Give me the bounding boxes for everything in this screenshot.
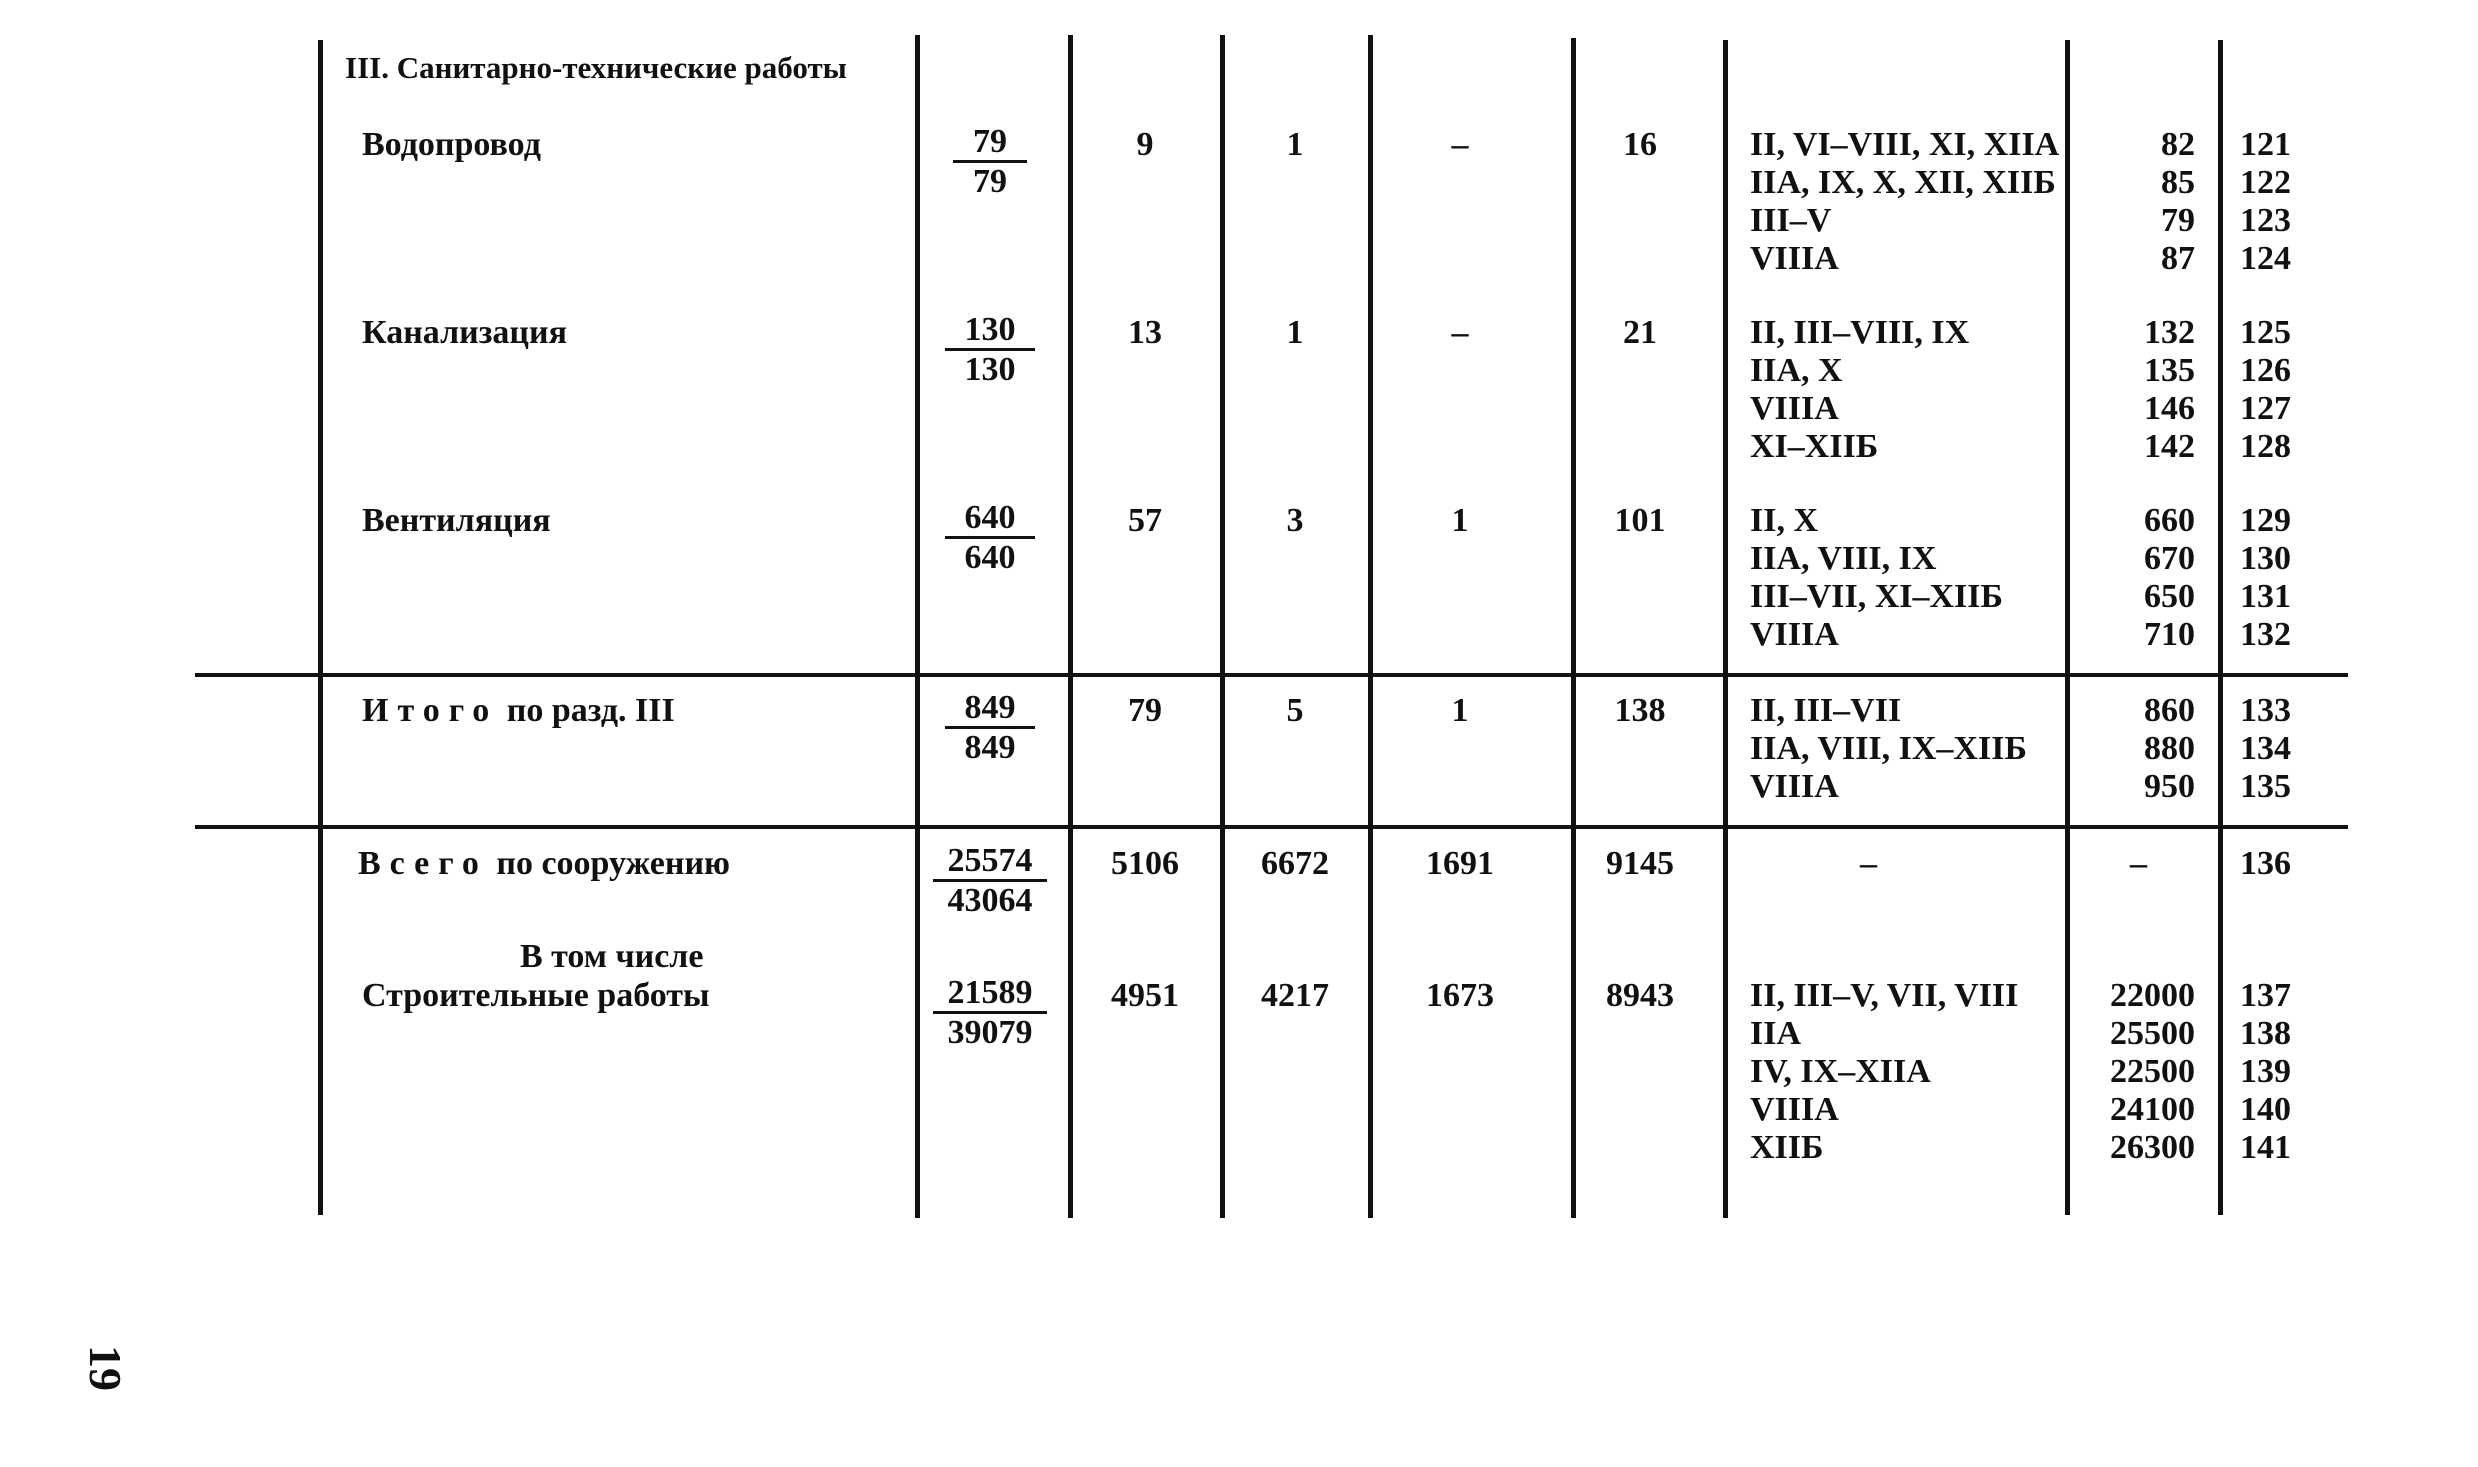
cell-values <box>2075 692 2195 806</box>
region-line: IV, IX–XIIA <box>1750 1053 1931 1090</box>
row-name-sewerage: Канализация <box>362 314 567 351</box>
cell-values <box>2075 126 2195 278</box>
region-line: VIIIA <box>1750 1091 1839 1128</box>
column-rule-3 <box>1068 35 1073 1218</box>
number-line: 132 <box>2240 616 2291 653</box>
fraction-denominator: 43064 <box>947 882 1033 919</box>
region-line: II, III–VII <box>1750 692 1902 729</box>
region-line: II, III–V, VII, VIII <box>1750 977 2019 1014</box>
cell-c5: 9145 <box>1606 845 1674 882</box>
cell-values <box>2075 977 2195 1167</box>
cell-c2: 5106 <box>1111 845 1179 882</box>
region-line: III–V <box>1750 202 1832 239</box>
cell-regions <box>1750 977 2080 1167</box>
cell-c5: 16 <box>1623 126 1657 163</box>
column-rule-4 <box>1220 35 1225 1218</box>
cell-c4: 1 <box>1451 692 1469 729</box>
row-name-construction: Строительные работы <box>362 977 710 1014</box>
cell-numbers <box>2240 502 2330 654</box>
cell-numbers <box>2240 977 2330 1167</box>
number-line: 125 <box>2240 314 2291 351</box>
value-line: 660 <box>2144 502 2195 539</box>
fraction-denominator: 849 <box>964 729 1016 766</box>
fraction-numerator: 79 <box>953 124 1027 163</box>
value-line: 85 <box>2161 164 2195 201</box>
cell-c3: 1 <box>1286 126 1304 163</box>
number-line: 121 <box>2240 126 2291 163</box>
cell-c2: 57 <box>1128 502 1162 539</box>
column-rule-6 <box>1571 38 1576 1218</box>
region-line: IIA, VIII, IX–XIIБ <box>1750 730 2027 767</box>
cell-c2: 79 <box>1128 692 1162 729</box>
region-line: III–VII, XI–XIIБ <box>1750 578 2003 615</box>
subtotal-label <box>362 692 675 730</box>
fraction-denominator: 130 <box>964 351 1016 388</box>
cell-number: 136 <box>2240 845 2291 882</box>
row-fraction-sewerage <box>925 312 1055 389</box>
region-line: IIA, IX, X, XII, XIIБ <box>1750 164 2056 201</box>
region-line: VIIIA <box>1750 390 1839 427</box>
value-line: 950 <box>2144 768 2195 805</box>
value-line: 135 <box>2144 352 2195 389</box>
number-line: 130 <box>2240 540 2291 577</box>
region-line: VIIIA <box>1750 240 1839 277</box>
column-rule-2 <box>915 35 920 1218</box>
cell-c2: 9 <box>1136 126 1154 163</box>
region-line: II, X <box>1750 502 1819 539</box>
number-line: 141 <box>2240 1129 2291 1166</box>
cell-regions <box>1750 502 2080 654</box>
number-line: 140 <box>2240 1091 2291 1128</box>
value-line: 24100 <box>2110 1091 2195 1128</box>
value-line: 670 <box>2144 540 2195 577</box>
cell-c2: 13 <box>1128 314 1162 351</box>
cell-c5: 138 <box>1614 692 1666 729</box>
section-divider-1 <box>195 673 2348 677</box>
cell-numbers <box>2240 314 2330 466</box>
total-label-spaced: Всего <box>358 845 488 882</box>
value-line: 25500 <box>2110 1015 2195 1052</box>
number-line: 135 <box>2240 768 2291 805</box>
column-rule-5 <box>1368 35 1373 1218</box>
region-line: II, VI–VIII, XI, XIIA <box>1750 126 2060 163</box>
cell-c4: 1 <box>1451 502 1469 539</box>
fraction-denominator: 79 <box>973 163 1007 200</box>
row-fraction-ventilation <box>925 500 1055 577</box>
cell-c3: 5 <box>1286 692 1304 729</box>
cell-values <box>2075 314 2195 466</box>
fraction-denominator: 640 <box>964 539 1016 576</box>
value-line: 87 <box>2161 240 2195 277</box>
number-line: 133 <box>2240 692 2291 729</box>
cell-c5: 21 <box>1623 314 1657 351</box>
value-line: 650 <box>2144 578 2195 615</box>
value-line: 22000 <box>2110 977 2195 1014</box>
column-rule-1 <box>318 40 323 1215</box>
number-line: 134 <box>2240 730 2291 767</box>
number-line: 128 <box>2240 428 2291 465</box>
section-title: III. Санитарно-технические работы <box>345 50 847 85</box>
number-line: 126 <box>2240 352 2291 389</box>
value-line: 22500 <box>2110 1053 2195 1090</box>
total-label-rest: по сооружению <box>496 845 731 882</box>
region-line: XI–XIIБ <box>1750 428 1879 465</box>
cell-c3: 3 <box>1286 502 1304 539</box>
cell-c4: – <box>1451 314 1469 351</box>
region-line: VIIIA <box>1750 768 1839 805</box>
value-line: 860 <box>2144 692 2195 729</box>
number-line: 124 <box>2240 240 2291 277</box>
cell-regions <box>1750 692 2080 806</box>
region-line: IIA <box>1750 1015 1802 1052</box>
cell-c4: 1691 <box>1426 845 1494 882</box>
subtotal-fraction <box>925 690 1055 767</box>
construction-fraction <box>925 975 1055 1052</box>
value-line: 880 <box>2144 730 2195 767</box>
number-line: 127 <box>2240 390 2291 427</box>
page-number: 19 <box>80 1345 131 1391</box>
cell-c3: 6672 <box>1261 845 1329 882</box>
subtotal-label-rest: по разд. III <box>506 692 675 729</box>
value-line: 79 <box>2161 202 2195 239</box>
fraction-denominator: 39079 <box>947 1014 1033 1051</box>
fraction-numerator: 640 <box>945 500 1035 539</box>
region-line: IIA, X <box>1750 352 1843 389</box>
column-rule-9 <box>2218 40 2223 1215</box>
cell-c5: 8943 <box>1606 977 1674 1014</box>
number-line: 139 <box>2240 1053 2291 1090</box>
cell-c3: 4217 <box>1261 977 1329 1014</box>
region-line: II, III–VIII, IX <box>1750 314 1970 351</box>
subtotal-label-spaced: Итого <box>362 692 499 729</box>
value-line: 82 <box>2161 126 2195 163</box>
number-line: 122 <box>2240 164 2291 201</box>
row-name-water-supply: Водопровод <box>362 126 541 163</box>
column-rule-7 <box>1723 40 1728 1218</box>
cell-regions <box>1750 314 2080 466</box>
cell-c4: 1673 <box>1426 977 1494 1014</box>
cell-numbers <box>2240 692 2330 806</box>
row-name-ventilation: Вентиляция <box>362 502 551 539</box>
cell-numbers <box>2240 126 2330 278</box>
value-line: 26300 <box>2110 1129 2195 1166</box>
fraction-numerator: 25574 <box>933 843 1047 882</box>
cell-region-dash: – <box>1860 845 1877 882</box>
value-line: 146 <box>2144 390 2195 427</box>
fraction-numerator: 849 <box>945 690 1035 729</box>
including-label: В том числе <box>520 938 704 975</box>
cell-regions <box>1750 126 2080 278</box>
number-line: 137 <box>2240 977 2291 1014</box>
number-line: 123 <box>2240 202 2291 239</box>
region-line: IIA, VIII, IX <box>1750 540 1937 577</box>
total-label <box>358 845 730 883</box>
cell-c4: – <box>1451 126 1469 163</box>
fraction-numerator: 21589 <box>933 975 1047 1014</box>
cell-c3: 1 <box>1286 314 1304 351</box>
cell-c5: 101 <box>1614 502 1666 539</box>
cell-values <box>2075 502 2195 654</box>
section-divider-2 <box>195 825 2348 829</box>
row-fraction-water-supply <box>925 124 1055 201</box>
number-line: 131 <box>2240 578 2291 615</box>
cell-c2: 4951 <box>1111 977 1179 1014</box>
number-line: 138 <box>2240 1015 2291 1052</box>
fraction-numerator: 130 <box>945 312 1035 351</box>
value-line: 710 <box>2144 616 2195 653</box>
number-line: 129 <box>2240 502 2291 539</box>
region-line: XIIБ <box>1750 1129 1824 1166</box>
value-line: 132 <box>2144 314 2195 351</box>
cell-value-dash: – <box>2130 845 2147 882</box>
total-fraction <box>925 843 1055 920</box>
value-line: 142 <box>2144 428 2195 465</box>
region-line: VIIIA <box>1750 616 1839 653</box>
